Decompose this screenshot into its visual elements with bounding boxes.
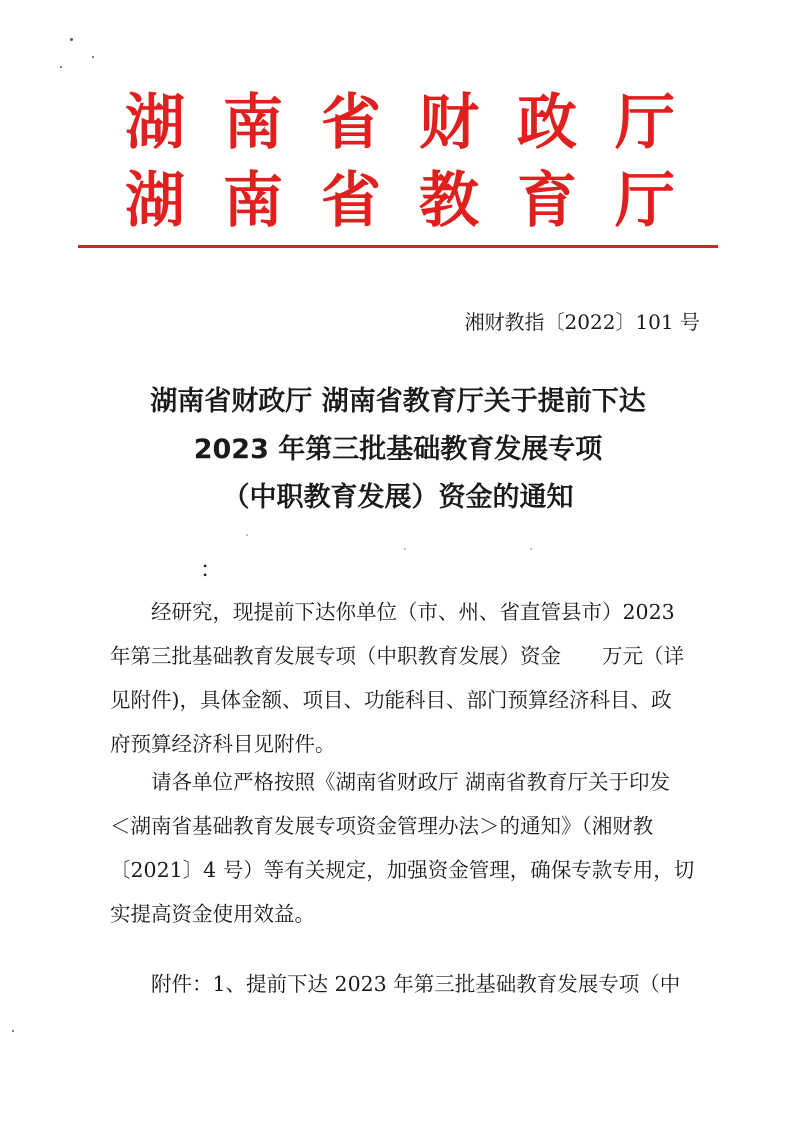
- scan-speck: [70, 38, 73, 41]
- recipient-line: ：: [200, 558, 223, 583]
- scan-speck: [92, 56, 94, 58]
- scan-speck: [530, 548, 532, 550]
- paragraph-line: 府预算经济科目见附件。: [110, 732, 336, 756]
- paragraph-line: ＜湖南省基础教育发展专项资金管理办法＞的通知》（湘财教: [110, 814, 654, 838]
- header-char: 南: [223, 166, 283, 236]
- paragraph-line: 经研究，现提前下达你单位（市、州、省直管县市）2023: [151, 600, 675, 624]
- paragraph-line: 年第三批基础教育发展专项（中职教育发展）资金 万元（详: [110, 644, 684, 668]
- header-char: 财: [419, 88, 479, 158]
- paragraph-line: 〔2021〕4 号）等有关规定，加强资金管理，确保专款专用，切: [110, 858, 695, 882]
- header-char: 厅: [615, 88, 675, 158]
- document-number: 湘财教指〔2022〕101 号: [464, 310, 700, 334]
- header-char: 政: [517, 88, 577, 158]
- header-char: 南: [223, 88, 283, 158]
- header-char: 育: [517, 166, 577, 236]
- body-paragraph-2: [110, 760, 696, 936]
- issuer-header-finance: [120, 88, 680, 158]
- attachment-line: 附件：1、提前下达 2023 年第三批基础教育发展专项（中: [151, 972, 681, 996]
- scan-speck: [60, 66, 62, 68]
- header-char: 省: [321, 88, 381, 158]
- issuer-header-education: [120, 166, 680, 236]
- scan-speck: [404, 548, 406, 550]
- header-char: 湖: [125, 88, 185, 158]
- title-line: 湖南省财政厅 湖南省教育厅关于提前下达: [150, 386, 646, 417]
- title-line: 2023 年第三批基础教育发展专项: [193, 434, 603, 465]
- title-line: （中职教育发展）资金的通知: [222, 482, 574, 513]
- header-char: 省: [321, 166, 381, 236]
- header-char: 湖: [125, 166, 185, 236]
- header-char: 教: [419, 166, 479, 236]
- header-char: 厅: [615, 166, 675, 236]
- paragraph-line: 实提高资金使用效益。: [110, 902, 315, 926]
- scan-speck: [246, 534, 248, 536]
- document-title: [80, 378, 716, 522]
- paragraph-line: 见附件)，具体金额、项目、功能科目、部门预算经济科目、政: [110, 688, 672, 712]
- red-header-divider: [78, 245, 718, 248]
- paragraph-line: 请各单位严格按照《湖南省财政厅 湖南省教育厅关于印发: [151, 770, 671, 794]
- scan-speck: [12, 1030, 14, 1032]
- body-paragraph-1: [110, 590, 696, 766]
